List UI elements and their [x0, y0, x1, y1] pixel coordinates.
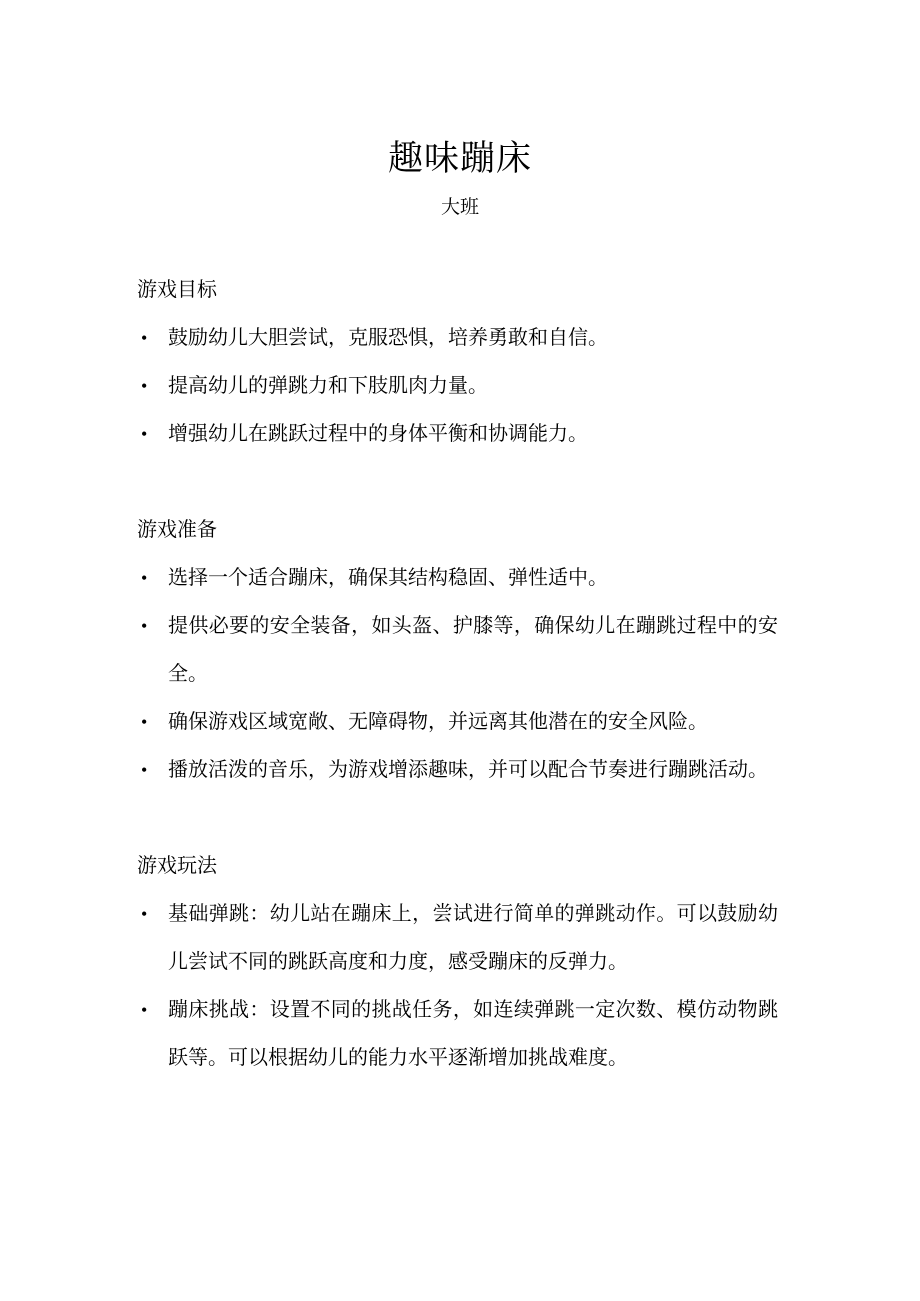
section-game-goals: [137, 266, 820, 458]
section-heading-game-preparation: 游戏准备: [137, 519, 217, 541]
list-item: • 蹦床挑战：设置不同的挑战任务，如连续弹跳一定次数、模仿动物跳跃等。可以根据幼儿的能力水平逐渐增加挑战难度。: [137, 986, 778, 1082]
section-game-play: [137, 842, 820, 1082]
bullet-list-game-preparation: [137, 554, 778, 794]
section-game-preparation: [137, 506, 820, 794]
section-heading-game-play: 游戏玩法: [137, 855, 217, 877]
document-title: 趣味蹦床: [387, 139, 532, 178]
list-item: • 确保游戏区域宽敞、无障碍物，并远离其他潜在的安全风险。: [137, 698, 778, 746]
document-subtitle: 大班: [440, 197, 479, 218]
list-item: • 鼓励幼儿大胆尝试，克服恐惧，培养勇敢和自信。: [137, 314, 778, 362]
list-item: • 提高幼儿的弹跳力和下肢肌肉力量。: [137, 362, 778, 410]
list-item: • 提供必要的安全装备，如头盔、护膝等，确保幼儿在蹦跳过程中的安全。: [137, 602, 778, 698]
bullet-list-game-play: [137, 890, 778, 1082]
document-body: [0, 266, 920, 1082]
list-item: • 选择一个适合蹦床，确保其结构稳固、弹性适中。: [137, 554, 778, 602]
list-item: • 增强幼儿在跳跃过程中的身体平衡和协调能力。: [137, 410, 778, 458]
section-heading-game-goals: 游戏目标: [137, 279, 217, 301]
list-item: • 播放活泼的音乐，为游戏增添趣味，并可以配合节奏进行蹦跳活动。: [137, 746, 778, 794]
bullet-list-game-goals: [137, 314, 778, 458]
list-item: • 基础弹跳：幼儿站在蹦床上，尝试进行简单的弹跳动作。可以鼓励幼儿尝试不同的跳跃高度和力度，感受蹦床的反弹力。: [137, 890, 778, 986]
